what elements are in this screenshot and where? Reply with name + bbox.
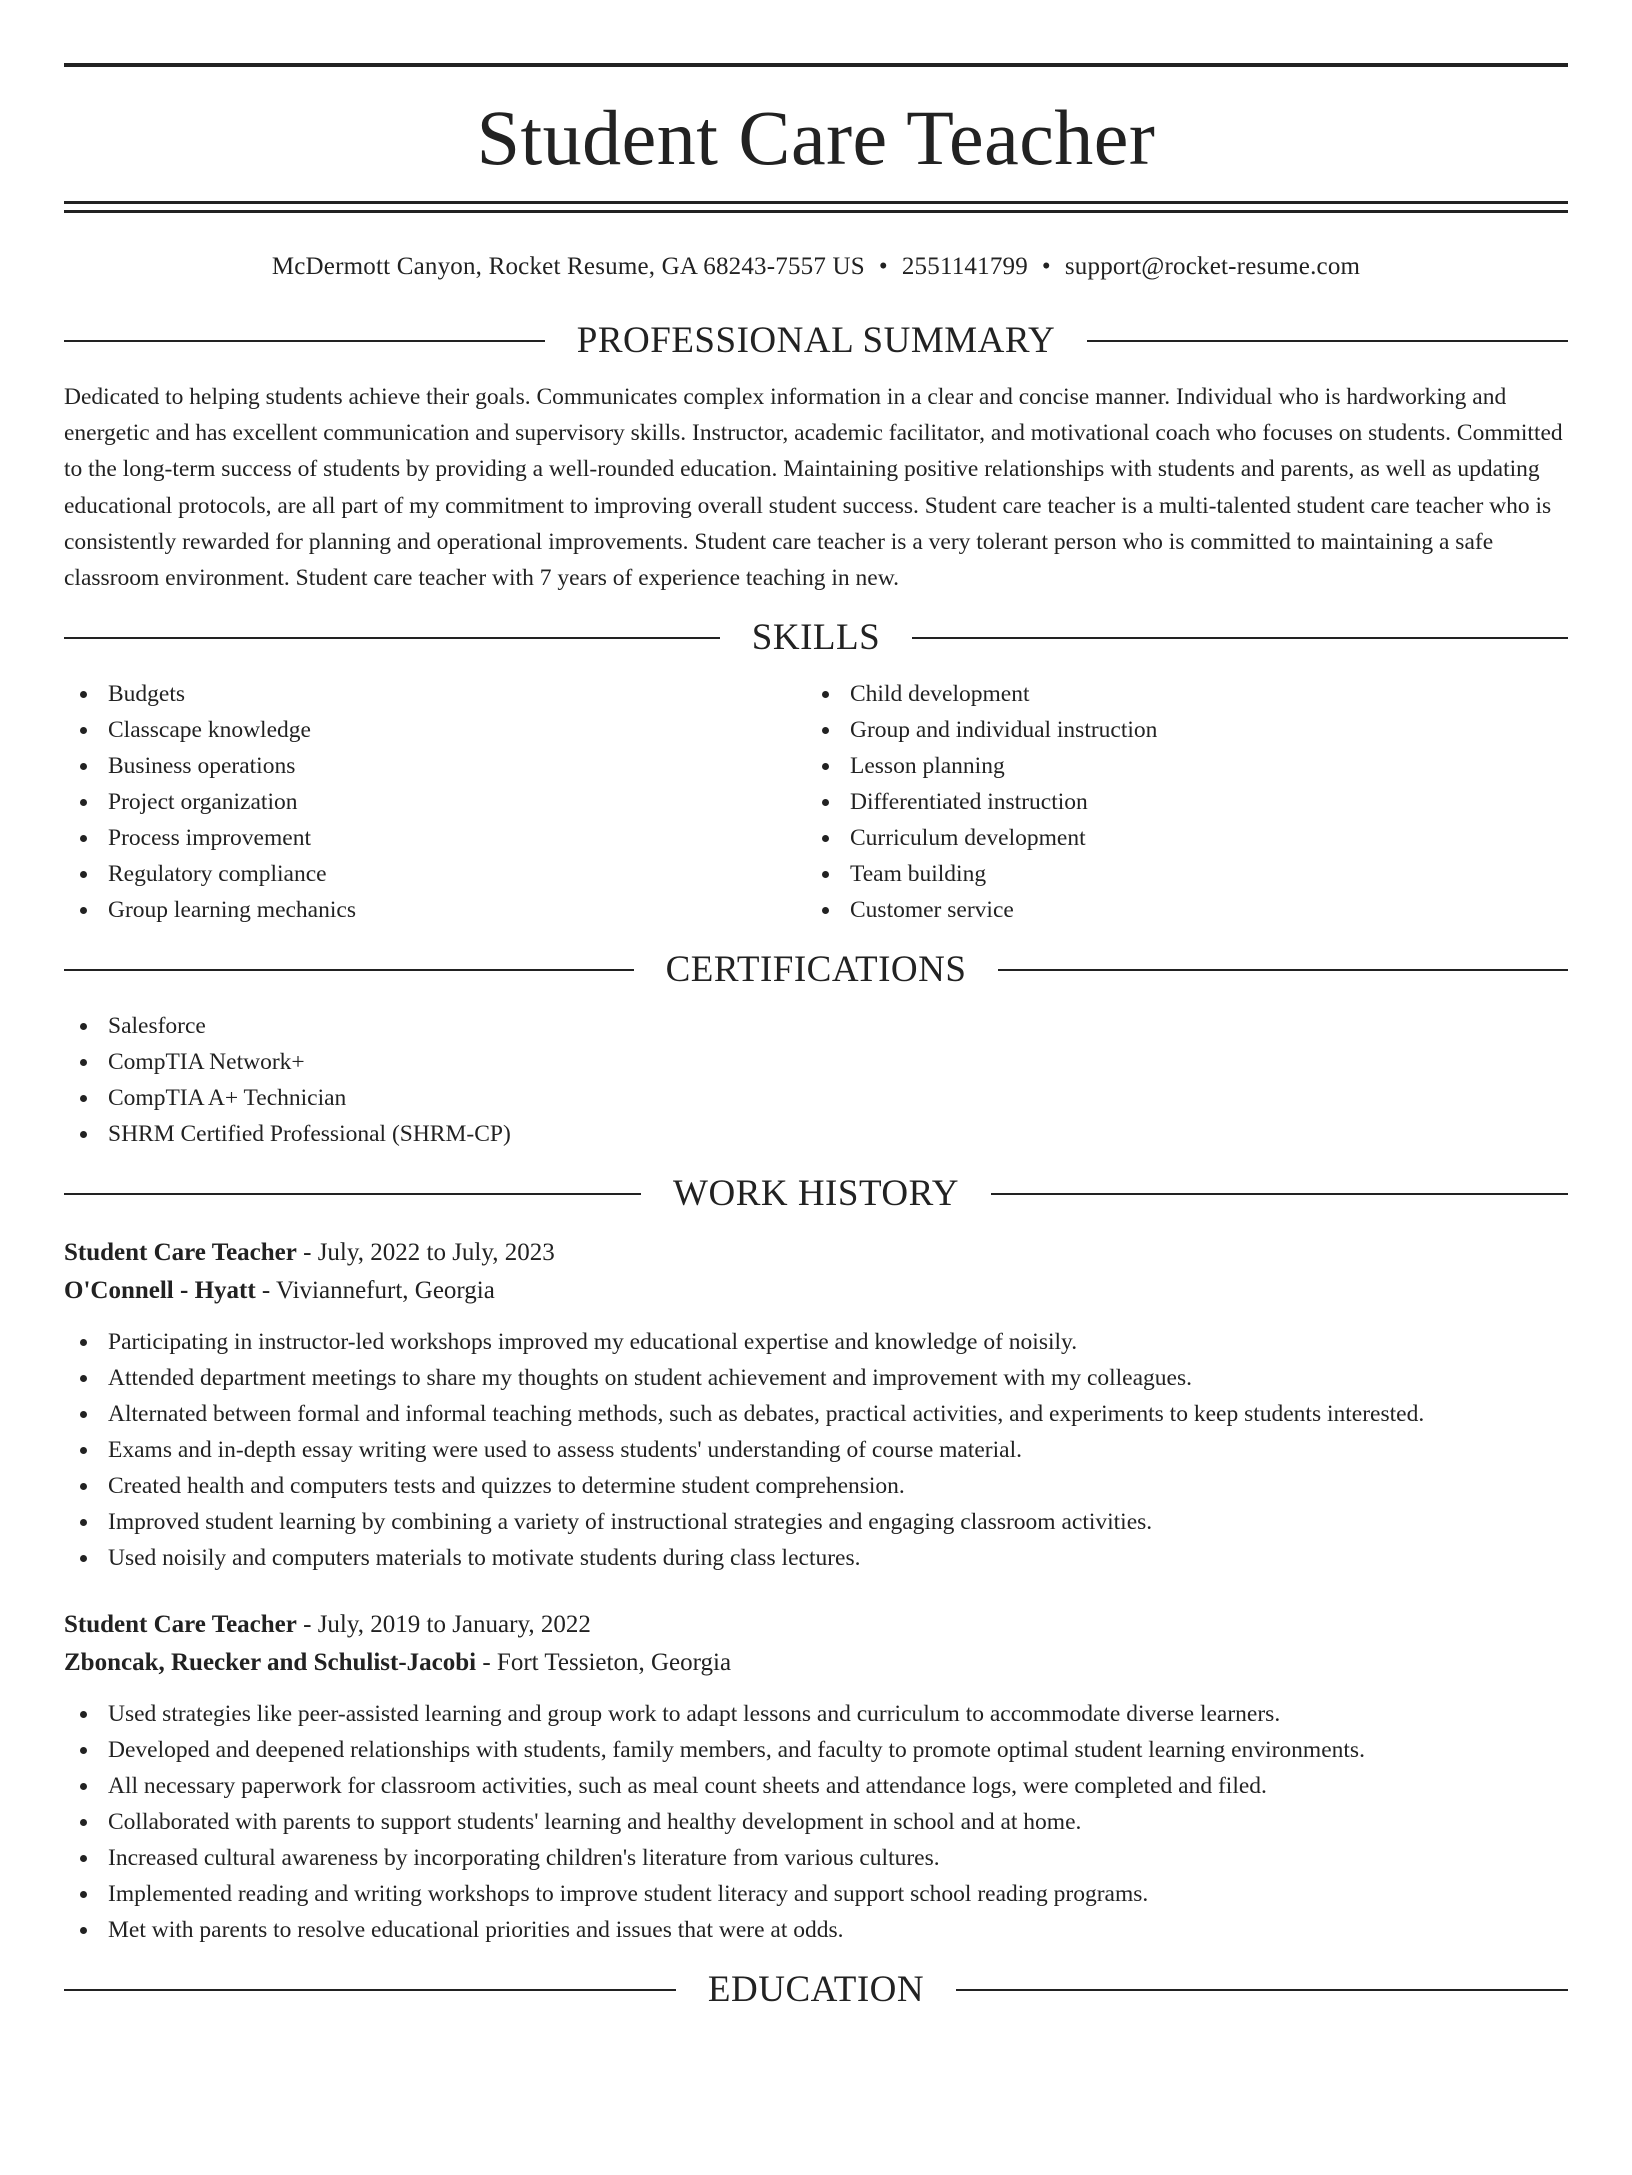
heading-rule — [998, 969, 1568, 971]
job-duty: Used noisily and computers materials to motivate students during class lectures. — [64, 1540, 1568, 1576]
heading-rule — [912, 637, 1568, 639]
skills-right-column — [806, 676, 1548, 928]
section-heading-certifications — [64, 948, 1568, 992]
section-heading-work-history — [64, 1172, 1568, 1216]
job-company-line — [64, 1644, 1568, 1682]
job-title: Student Care Teacher — [64, 1239, 297, 1267]
skill-item: Classcape knowledge — [64, 712, 806, 748]
skill-item: Group and individual instruction — [806, 712, 1548, 748]
summary-text: Dedicated to helping students achieve their goals. Communicates complex information in a clear and concise manner. Individual who is hardworking and energetic and has excellent communication and supervisory skills. Instructor, academic facilitator, and motivational coach who focuses on students. Committed to the long-term success of students by providing a well-rounded education. Maintaining positive relationships with students and parents, as well as updating educational protocols, are all part of my commitment to improving overall student success. Student care teacher is a multi-talented student care teacher who is consistently rewarded for planning and operational improvements. Student care teacher is a very tolerant person who is committed to maintaining a safe classroom environment. Student care teacher with 7 years of experience teaching in new. — [64, 384, 1563, 592]
job-duty: Met with parents to resolve educational priorities and issues that were at odds. — [64, 1912, 1568, 1948]
skill-item: Child development — [806, 676, 1548, 712]
skill-item: Group learning mechanics — [64, 892, 806, 928]
certification-item: SHRM Certified Professional (SHRM-CP) — [64, 1116, 1568, 1152]
job-company: Zboncak, Ruecker and Schulist-Jacobi — [64, 1649, 477, 1677]
heading-rule — [991, 1193, 1568, 1195]
job-duty: Attended department meetings to share my thoughts on student achievement and improvement with my colleagues. — [64, 1360, 1568, 1396]
skill-item: Project organization — [64, 784, 806, 820]
contact-phone: 2551141799 — [901, 253, 1028, 280]
section-title: SKILLS — [751, 617, 881, 659]
skill-item: Curriculum development — [806, 820, 1548, 856]
job-title: Student Care Teacher — [64, 1611, 297, 1639]
job-duty: Increased cultural awareness by incorporating children's literature from various cultures. — [64, 1840, 1568, 1876]
section-heading-summary — [64, 319, 1568, 363]
job-duty: All necessary paperwork for classroom activities, such as meal count sheets and attendance logs, were completed and filed. — [64, 1768, 1568, 1804]
job-duty: Alternated between formal and informal teaching methods, such as debates, practical activities, and experiments to keep students interested. — [64, 1396, 1568, 1432]
job-location: - Viviannefurt, Georgia — [255, 1277, 495, 1305]
skill-item: Team building — [806, 856, 1548, 892]
skills-list — [64, 676, 1568, 928]
skill-item: Budgets — [64, 676, 806, 712]
job-company: O'Connell - Hyatt — [64, 1277, 256, 1305]
skill-item: Process improvement — [64, 820, 806, 856]
heading-rule — [64, 969, 634, 971]
job-location: - Fort Tessieton, Georgia — [476, 1649, 732, 1677]
job-duties-list — [64, 1696, 1568, 1948]
section-title: CERTIFICATIONS — [665, 949, 967, 991]
contact-address: McDermott Canyon, Rocket Resume, GA 68243-7557 US — [271, 253, 865, 280]
job-duty: Used strategies like peer-assisted learning and group work to adapt lessons and curriculum to accommodate diverse learners. — [64, 1696, 1568, 1732]
skills-left-column — [64, 676, 806, 928]
job-dates: - July, 2022 to July, 2023 — [296, 1239, 555, 1267]
heading-rule — [64, 637, 720, 639]
job-duty: Exams and in-depth essay writing were used to assess students' understanding of course material. — [64, 1432, 1568, 1468]
certification-item: CompTIA Network+ — [64, 1044, 1568, 1080]
job-entry — [64, 1606, 1568, 1948]
job-duty: Improved student learning by combining a variety of instructional strategies and engaging classroom activities. — [64, 1504, 1568, 1540]
section-title: WORK HISTORY — [673, 1173, 959, 1215]
skill-item: Business operations — [64, 748, 806, 784]
job-duties-list — [64, 1324, 1568, 1576]
certification-item: CompTIA A+ Technician — [64, 1080, 1568, 1116]
job-company-line — [64, 1272, 1568, 1310]
skill-item: Regulatory compliance — [64, 856, 806, 892]
section-title: PROFESSIONAL SUMMARY — [576, 320, 1056, 361]
heading-rule — [64, 1193, 641, 1195]
bullet-separator: • — [878, 253, 888, 280]
skill-item: Lesson planning — [806, 748, 1548, 784]
section-title: EDUCATION — [707, 1969, 925, 2011]
heading-rule — [1087, 340, 1568, 342]
job-title-line — [64, 1606, 1568, 1644]
certifications-list — [64, 1008, 1568, 1152]
skill-item: Differentiated instruction — [806, 784, 1548, 820]
bullet-separator: • — [1041, 253, 1051, 280]
section-heading-skills — [64, 616, 1568, 660]
contact-email: support@rocket-resume.com — [1064, 253, 1361, 280]
job-duty: Implemented reading and writing workshops to improve student literacy and support school reading programs. — [64, 1876, 1568, 1912]
job-duty: Developed and deepened relationships with students, family members, and faculty to promote optimal student learning environments. — [64, 1732, 1568, 1768]
contact-line — [64, 249, 1568, 285]
heading-rule — [64, 340, 545, 342]
job-dates: - July, 2019 to January, 2022 — [296, 1611, 591, 1639]
job-duty: Created health and computers tests and quizzes to determine student comprehension. — [64, 1468, 1568, 1504]
job-duty: Collaborated with parents to support students' learning and healthy development in school and at home. — [64, 1804, 1568, 1840]
certification-item: Salesforce — [64, 1008, 1568, 1044]
top-rule — [64, 63, 1568, 67]
heading-rule — [64, 1989, 676, 1991]
job-entry — [64, 1234, 1568, 1576]
skill-item: Customer service — [806, 892, 1548, 928]
resume-page — [0, 63, 1632, 2175]
job-title-line — [64, 1234, 1568, 1272]
section-heading-education — [64, 1968, 1568, 2012]
heading-rule — [956, 1989, 1568, 1991]
header-double-rule — [64, 201, 1568, 213]
job-duty: Participating in instructor-led workshops improved my educational expertise and knowledge of noisily. — [64, 1324, 1568, 1360]
resume-name: Student Care Teacher — [476, 94, 1156, 181]
